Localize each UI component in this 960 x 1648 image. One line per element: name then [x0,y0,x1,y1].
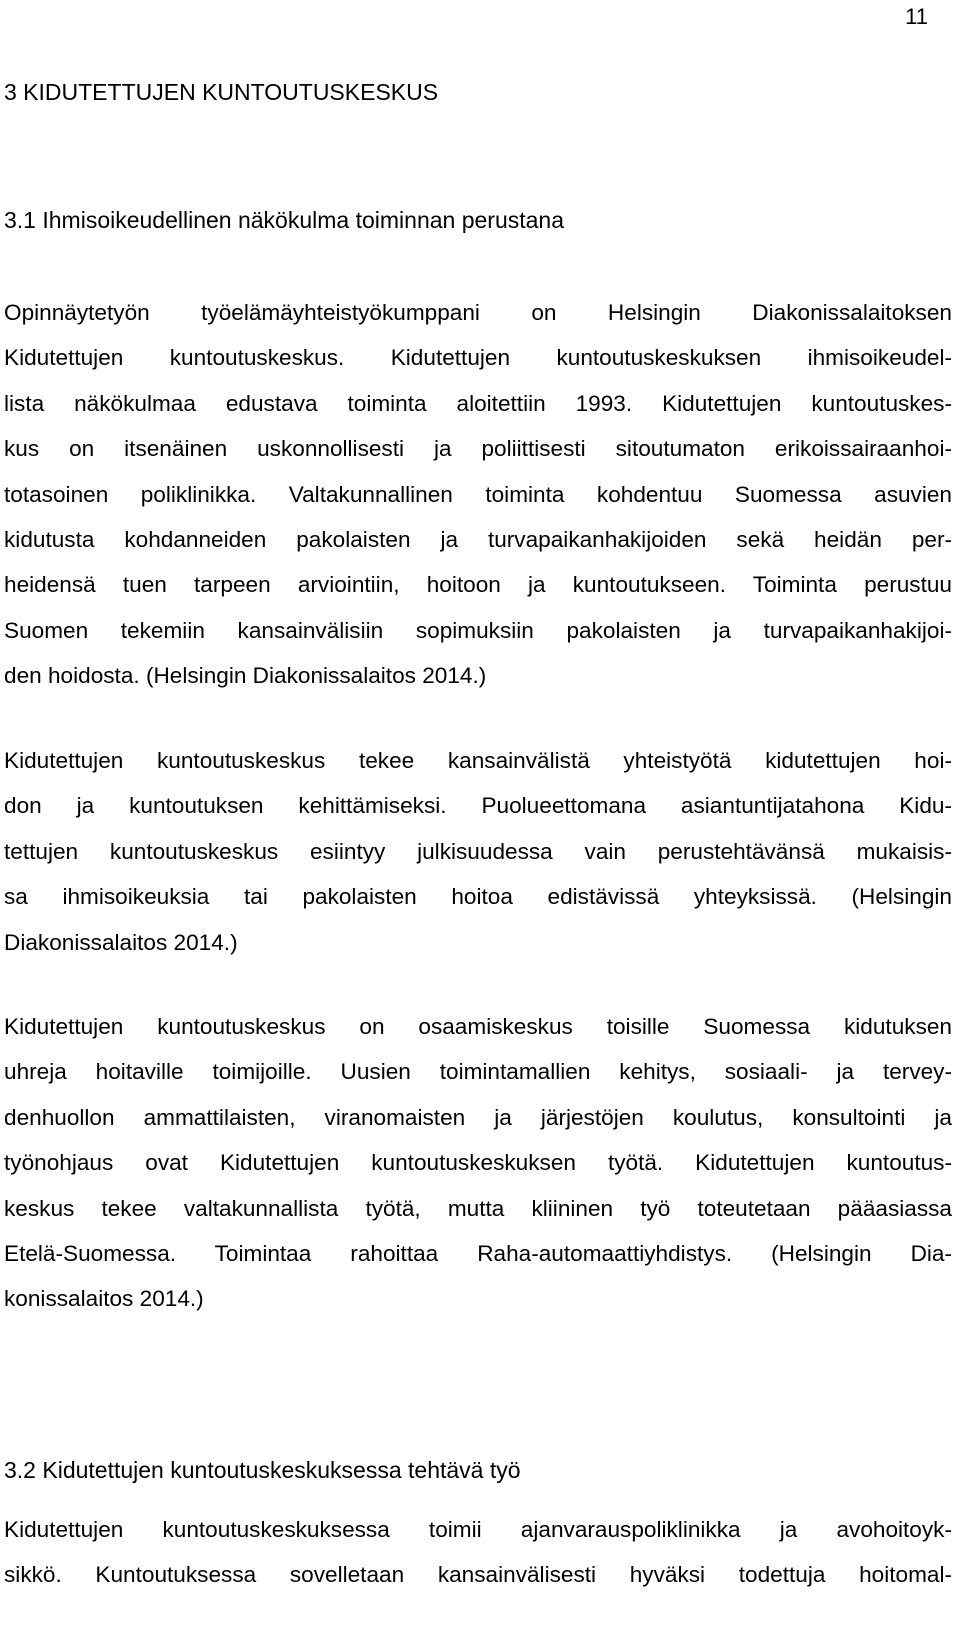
paragraph-line: den hoidosta. (Helsingin Diakonissalaitos 2014.) [4,663,487,689]
paragraph-3 [4,1004,952,1322]
paragraph-line: sikkö. Kuntoutuksessa sovelletaan kansainvälisesti hyväksi todettuja hoitomal- [4,1562,952,1588]
paragraph-line: totasoinen poliklinikka. Valtakunnallinen toiminta kohdentuu Suomessa asuvien [4,481,952,507]
paragraph-line: Kidutettujen kuntoutuskeskuksessa toimii ajanvarauspoliklinikka ja avohoitoyk- [4,1517,952,1542]
paragraph-4 [4,1507,952,1598]
paragraph-line: Suomen tekemiin kansainvälisiin sopimuksiin pakolaisten ja turvapaikanhakijoi- [4,617,952,643]
paragraph-line: kus on itsenäinen uskonnollisesti ja poliittisesti sitoutumaton erikoissairaanhoi- [4,436,952,462]
paragraph-line: Kidutettujen kuntoutuskeskus. Kidutettujen kuntoutuskeskuksen ihmisoikeudel- [4,345,952,371]
section-heading-3-2: 3.2 Kidutettujen kuntoutuskeskuksessa tehtävä työ [4,1457,521,1483]
paragraph-line: lista näkökulmaa edustava toiminta aloitettiin 1993. Kidutettujen kuntoutuskes- [4,390,952,416]
paragraph-1 [4,290,952,699]
paragraph-line: tettujen kuntoutuskeskus esiintyy julkisuudessa vain perustehtävänsä mukaisis- [4,838,952,864]
paragraph-line: kidutusta kohdanneiden pakolaisten ja turvapaikanhakijoiden sekä heidän per- [4,526,952,552]
paragraph-line: sa ihmisoikeuksia tai pakolaisten hoitoa edistävissä yhteyksissä. (Helsingin [4,884,952,910]
paragraph-line: konissalaitos 2014.) [4,1286,204,1312]
paragraph-line: don ja kuntoutuksen kehittämiseksi. Puolueettomana asiantuntijatahona Kidu- [4,793,952,819]
chapter-heading: 3 KIDUTETTUJEN KUNTOUTUSKESKUS [4,79,439,105]
paragraph-line: työnohjaus ovat Kidutettujen kuntoutuskeskuksen työtä. Kidutettujen kuntoutus- [4,1150,952,1176]
paragraph-line: Kidutettujen kuntoutuskeskus on osaamiskeskus toisille Suomessa kidutuksen [4,1014,952,1039]
paragraph-line: denhuollon ammattilaisten, viranomaisten ja järjestöjen koulutus, konsultointi ja [4,1104,952,1130]
paragraph-line: uhreja hoitaville toimijoille. Uusien toimintamallien kehitys, sosiaali- ja tervey- [4,1059,952,1085]
section-heading-3-1: 3.1 Ihmisoikeudellinen näkökulma toiminnan perustana [4,207,565,233]
paragraph-2 [4,738,952,965]
paragraph-line: Etelä-Suomessa. Toimintaa rahoittaa Raha-automaattiyhdistys. (Helsingin Dia- [4,1240,952,1266]
paragraph-line: keskus tekee valtakunnallista työtä, mutta kliininen työ toteutetaan pääasiassa [4,1195,952,1221]
paragraph-line: Kidutettujen kuntoutuskeskus tekee kansainvälistä yhteistyötä kidutettujen hoi- [4,748,952,773]
paragraph-line: Diakonissalaitos 2014.) [4,929,238,955]
paragraph-line: Opinnäytetyön työelämäyhteistyökumppani on Helsingin Diakonissalaitoksen [4,300,952,325]
paragraph-line: heidensä tuen tarpeen arviointiin, hoitoon ja kuntoutukseen. Toiminta perustuu [4,572,952,598]
page-number: 11 [905,4,928,29]
